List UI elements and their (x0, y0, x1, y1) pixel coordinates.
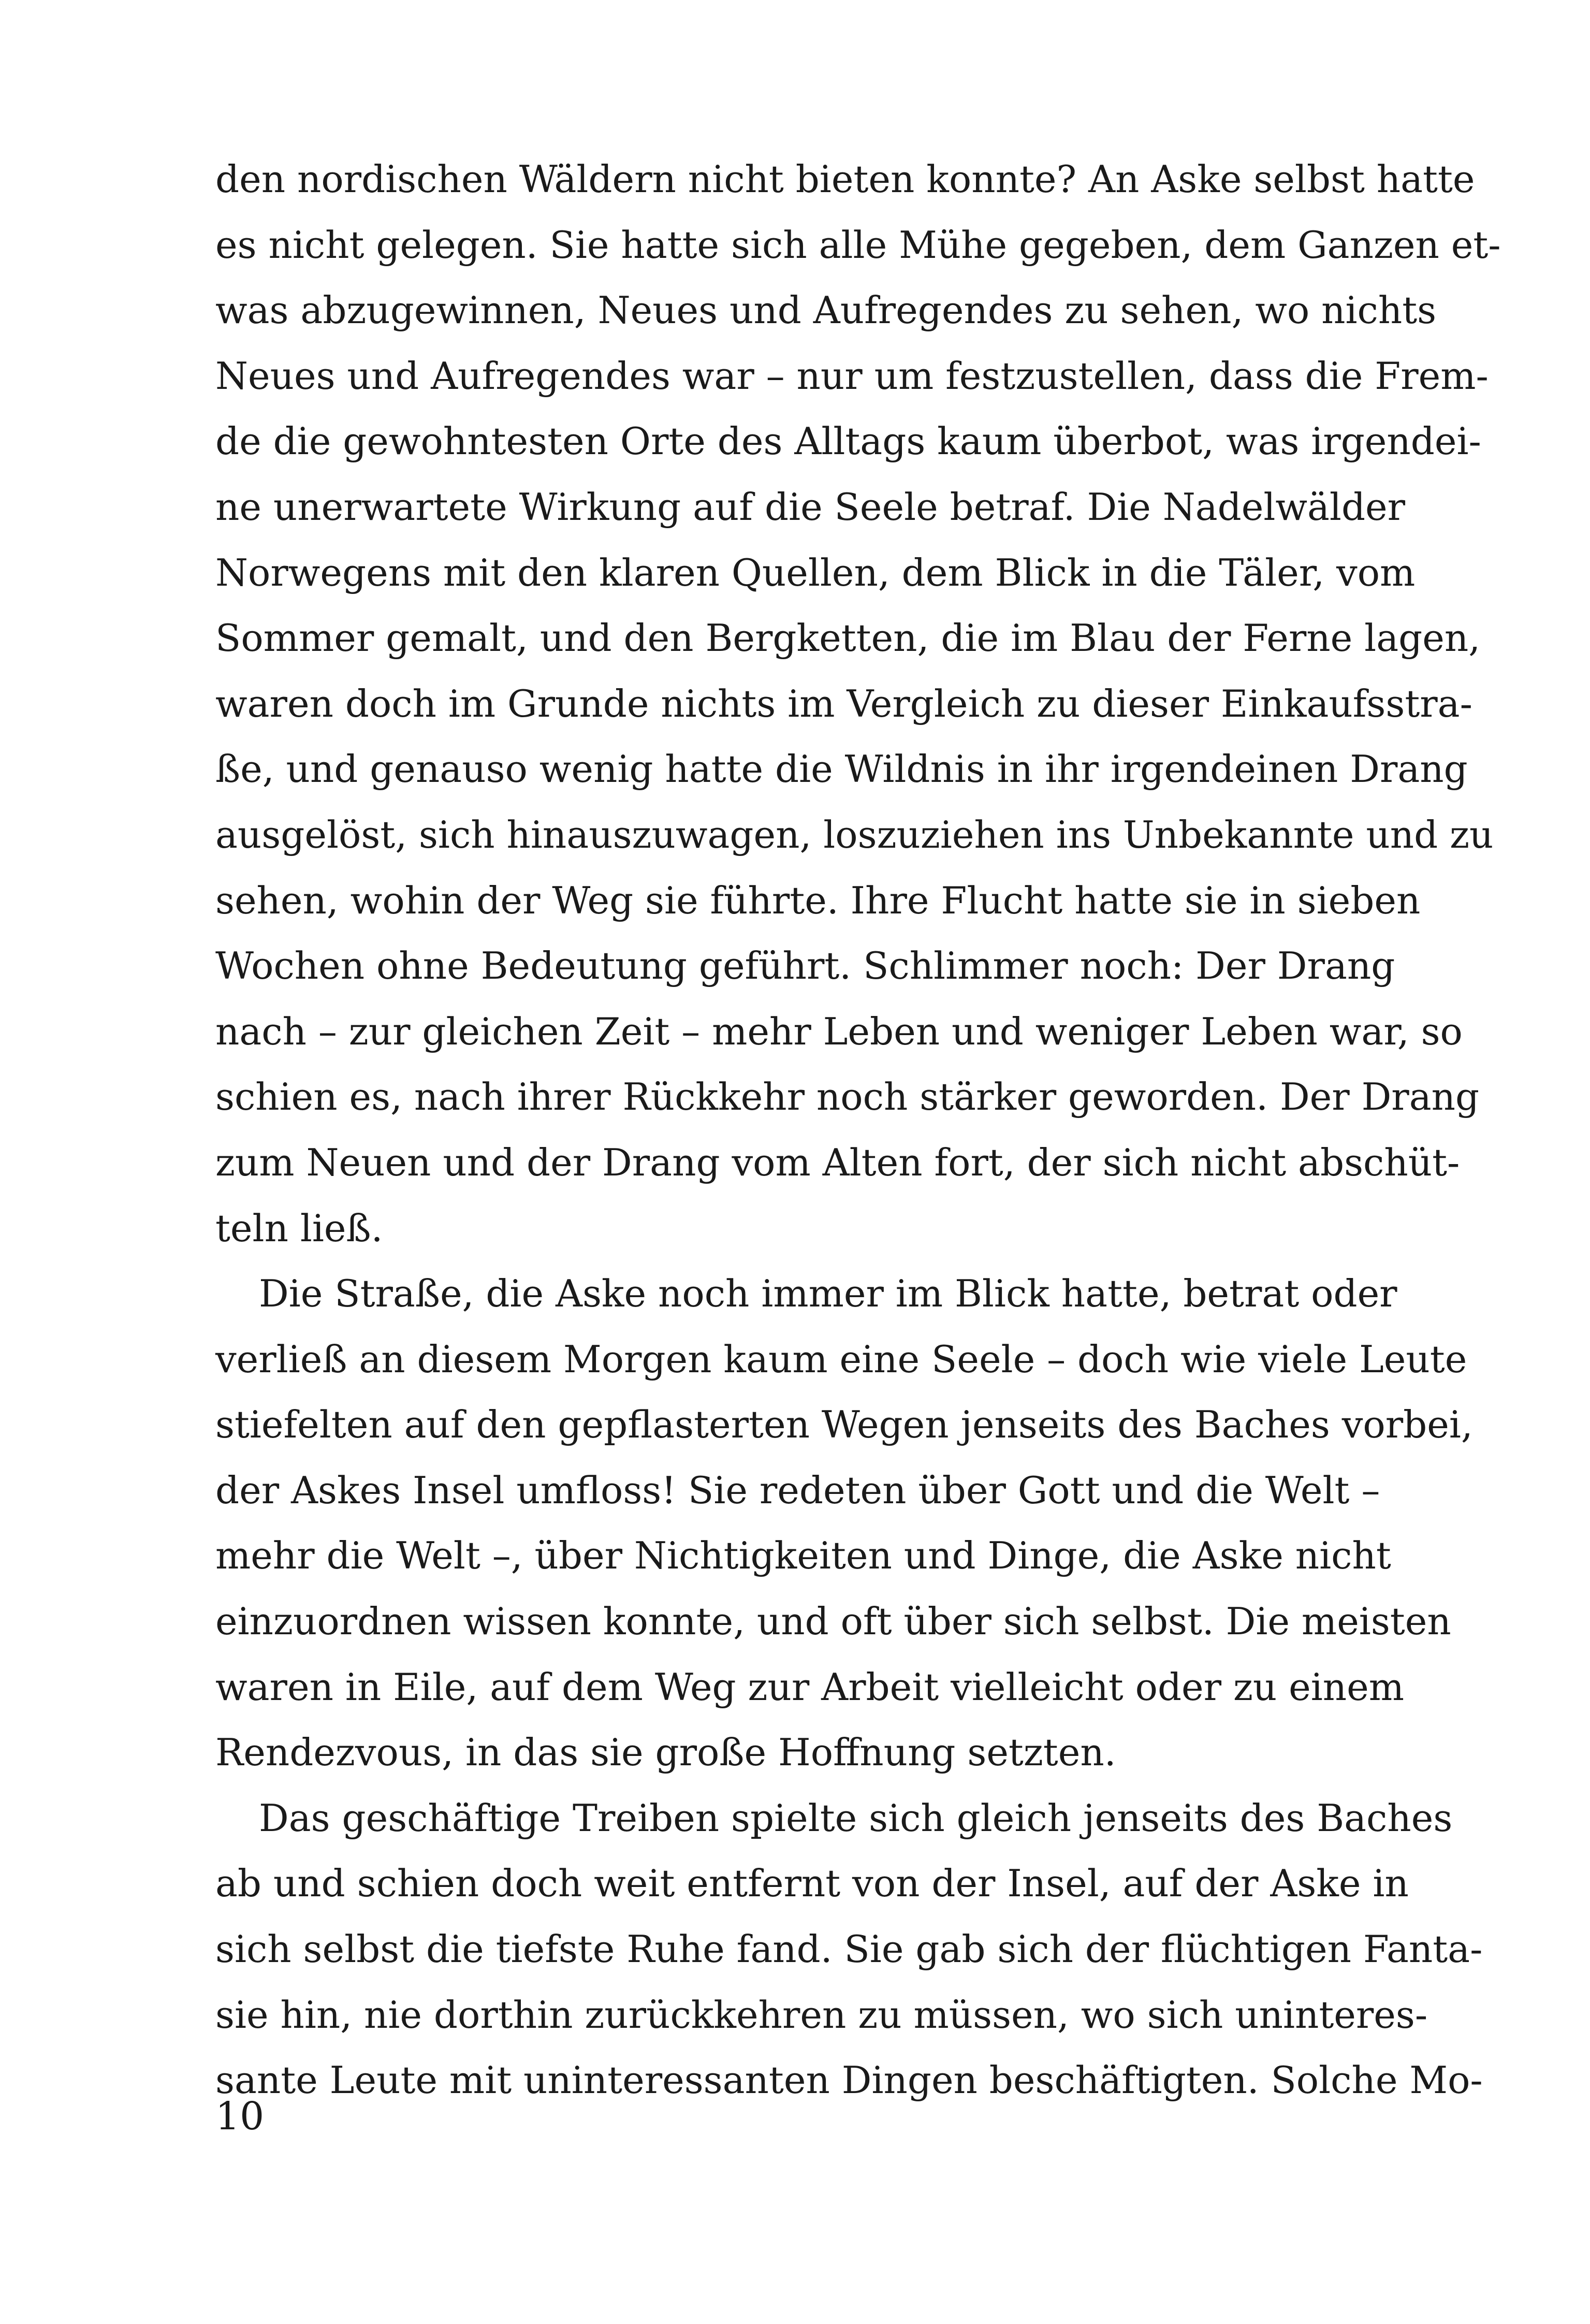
text-line: einzuordnen wissen konnte, und oft über sich selbst. Die meisten (215, 1600, 1451, 1644)
text-line: schien es, nach ihrer Rückkehr noch stärker geworden. Der Drang (215, 1075, 1480, 1119)
text-line: sich selbst die tiefste Ruhe fand. Sie gab sich der flüchtigen Fanta- (215, 1927, 1483, 1971)
page-number: 10 (215, 2094, 265, 2139)
text-line: Norwegens mit den klaren Quellen, dem Blick in die Täler, vom (215, 550, 1416, 594)
text-line: Neues und Aufregendes war – nur um festzustellen, dass die Frem- (215, 354, 1489, 398)
text-line: Wochen ohne Bedeutung geführt. Schlimmer noch: Der Drang (215, 944, 1395, 988)
text-line: Rendezvous, in das sie große Hoffnung setzten. (215, 1731, 1116, 1775)
text-line: mehr die Welt –, über Nichtigkeiten und Dinge, die Aske nicht (215, 1534, 1391, 1578)
text-line: verließ an diesem Morgen kaum eine Seele – doch wie viele Leute (215, 1337, 1467, 1381)
text-line: ausgelöst, sich hinauszuwagen, loszuziehen ins Unbekannte und zu (215, 812, 1494, 856)
text-line: ße, und genauso wenig hatte die Wildnis in ihr irgendeinen Drang (215, 747, 1468, 791)
paragraph (215, 1785, 1483, 2113)
text-line: de die gewohntesten Orte des Alltags kaum überbot, was irgendei- (215, 419, 1481, 463)
text-line: waren doch im Grunde nichts im Vergleich zu dieser Einkaufsstra- (215, 681, 1472, 725)
text-line: sehen, wohin der Weg sie führte. Ihre Flucht hatte sie in sieben (215, 878, 1421, 922)
paragraph (215, 147, 1501, 1261)
text-line: Sommer gemalt, und den Bergketten, die im Blau der Ferne lagen, (215, 616, 1481, 660)
text-line: ne unerwartete Wirkung auf die Seele betraf. Die Nadelwälder (215, 485, 1406, 529)
text-line: was abzugewinnen, Neues und Aufregendes zu sehen, wo nichts (215, 288, 1437, 332)
text-line: den nordischen Wäldern nicht bieten konnte? An Aske selbst hatte (215, 157, 1475, 201)
text-line: Das geschäftige Treiben spielte sich gleich jenseits des Baches (259, 1796, 1453, 1840)
text-line: sante Leute mit uninteressanten Dingen beschäftigten. Solche Mo- (215, 2058, 1483, 2102)
text-line: stiefelten auf den gepflasterten Wegen jenseits des Baches vorbei, (215, 1403, 1473, 1447)
text-line: teln ließ. (215, 1206, 383, 1250)
body-text (215, 147, 1501, 2113)
text-line: zum Neuen und der Drang vom Alten fort, der sich nicht abschüt- (215, 1140, 1460, 1184)
text-line: es nicht gelegen. Sie hatte sich alle Mühe gegeben, dem Ganzen et- (215, 223, 1501, 267)
paragraph (215, 1261, 1473, 1785)
text-line: waren in Eile, auf dem Weg zur Arbeit vielleicht oder zu einem (215, 1665, 1405, 1709)
text-line: Die Straße, die Aske noch immer im Blick hatte, betrat oder (259, 1272, 1397, 1316)
text-line: nach – zur gleichen Zeit – mehr Leben und weniger Leben war, so (215, 1009, 1463, 1053)
text-line: sie hin, nie dorthin zurückkehren zu müssen, wo sich uninteres- (215, 1993, 1428, 2037)
text-line: ab und schien doch weit entfernt von der Insel, auf der Aske in (215, 1862, 1409, 1906)
text-line: der Askes Insel umfloss! Sie redeten über Gott und die Welt – (215, 1468, 1380, 1512)
